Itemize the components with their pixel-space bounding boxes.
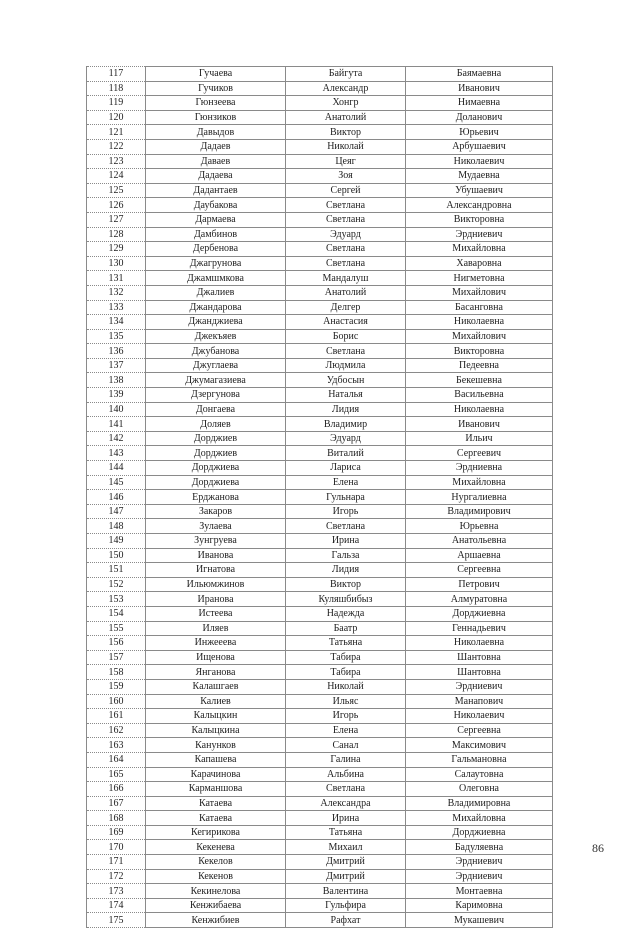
table-row <box>87 373 553 388</box>
table-row <box>87 606 553 621</box>
surname-cell: Джуглаева <box>146 358 286 373</box>
first-name-cell: Анатолий <box>286 285 406 300</box>
table-row <box>87 300 553 315</box>
table-row <box>87 139 553 154</box>
row-number-cell: 120 <box>87 110 146 125</box>
surname-cell: Иванова <box>146 548 286 563</box>
roster-body <box>87 67 553 928</box>
first-name-cell: Гальза <box>286 548 406 563</box>
row-number-cell: 162 <box>87 723 146 738</box>
row-number-cell: 153 <box>87 592 146 607</box>
first-name-cell: Санал <box>286 738 406 753</box>
patronymic-cell: Арбушаевич <box>406 139 553 154</box>
table-row <box>87 169 553 184</box>
row-number-cell: 132 <box>87 285 146 300</box>
table-row <box>87 227 553 242</box>
surname-cell: Джалиев <box>146 285 286 300</box>
table-row <box>87 431 553 446</box>
patronymic-cell: Михайловна <box>406 242 553 257</box>
surname-cell: Канунков <box>146 738 286 753</box>
table-row <box>87 563 553 578</box>
table-row <box>87 358 553 373</box>
row-number-cell: 135 <box>87 329 146 344</box>
patronymic-cell: Нигметовна <box>406 271 553 286</box>
first-name-cell: Лидия <box>286 402 406 417</box>
patronymic-cell: Геннадьевич <box>406 621 553 636</box>
patronymic-cell: Николаевич <box>406 154 553 169</box>
first-name-cell: Светлана <box>286 782 406 797</box>
patronymic-cell: Бекешевна <box>406 373 553 388</box>
surname-cell: Гучаева <box>146 67 286 82</box>
row-number-cell: 159 <box>87 679 146 694</box>
row-number-cell: 172 <box>87 869 146 884</box>
first-name-cell: Сергей <box>286 183 406 198</box>
patronymic-cell: Нургалиевна <box>406 490 553 505</box>
row-number-cell: 151 <box>87 563 146 578</box>
surname-cell: Зулаева <box>146 519 286 534</box>
surname-cell: Джубанова <box>146 344 286 359</box>
row-number-cell: 174 <box>87 898 146 913</box>
row-number-cell: 168 <box>87 811 146 826</box>
row-number-cell: 155 <box>87 621 146 636</box>
first-name-cell: Светлана <box>286 256 406 271</box>
first-name-cell: Дмитрий <box>286 855 406 870</box>
table-row <box>87 796 553 811</box>
patronymic-cell: Эрдниевич <box>406 855 553 870</box>
surname-cell: Даубакова <box>146 198 286 213</box>
patronymic-cell: Максимович <box>406 738 553 753</box>
surname-cell: Дадаев <box>146 139 286 154</box>
patronymic-cell: Дорджиевна <box>406 606 553 621</box>
first-name-cell: Светлана <box>286 242 406 257</box>
table-row <box>87 519 553 534</box>
patronymic-cell: Николаевич <box>406 709 553 724</box>
patronymic-cell: Шантовна <box>406 665 553 680</box>
surname-cell: Джагрунова <box>146 256 286 271</box>
table-row <box>87 665 553 680</box>
row-number-cell: 149 <box>87 534 146 549</box>
surname-cell: Калашгаев <box>146 679 286 694</box>
first-name-cell: Александра <box>286 796 406 811</box>
first-name-cell: Лариса <box>286 461 406 476</box>
row-number-cell: 143 <box>87 446 146 461</box>
row-number-cell: 122 <box>87 139 146 154</box>
first-name-cell: Татьяна <box>286 636 406 651</box>
row-number-cell: 131 <box>87 271 146 286</box>
patronymic-cell: Иванович <box>406 417 553 432</box>
first-name-cell: Виталий <box>286 446 406 461</box>
row-number-cell: 142 <box>87 431 146 446</box>
table-row <box>87 388 553 403</box>
surname-cell: Даваев <box>146 154 286 169</box>
surname-cell: Дадантаев <box>146 183 286 198</box>
patronymic-cell: Анатольевна <box>406 534 553 549</box>
table-row <box>87 723 553 738</box>
patronymic-cell: Сергеевич <box>406 446 553 461</box>
table-row <box>87 198 553 213</box>
row-number-cell: 144 <box>87 461 146 476</box>
table-row <box>87 913 553 928</box>
row-number-cell: 165 <box>87 767 146 782</box>
surname-cell: Карманшова <box>146 782 286 797</box>
surname-cell: Калиев <box>146 694 286 709</box>
row-number-cell: 139 <box>87 388 146 403</box>
surname-cell: Ильюмжинов <box>146 577 286 592</box>
patronymic-cell: Олеговна <box>406 782 553 797</box>
first-name-cell: Рафхат <box>286 913 406 928</box>
table-row <box>87 767 553 782</box>
row-number-cell: 167 <box>87 796 146 811</box>
first-name-cell: Игорь <box>286 504 406 519</box>
table-row <box>87 81 553 96</box>
first-name-cell: Светлана <box>286 212 406 227</box>
surname-cell: Ищенова <box>146 650 286 665</box>
surname-cell: Дорджиев <box>146 446 286 461</box>
patronymic-cell: Гальмановна <box>406 752 553 767</box>
table-row <box>87 154 553 169</box>
patronymic-cell: Каримовна <box>406 898 553 913</box>
first-name-cell: Табира <box>286 650 406 665</box>
row-number-cell: 117 <box>87 67 146 82</box>
row-number-cell: 158 <box>87 665 146 680</box>
row-number-cell: 141 <box>87 417 146 432</box>
table-row <box>87 504 553 519</box>
row-number-cell: 175 <box>87 913 146 928</box>
surname-cell: Иляев <box>146 621 286 636</box>
first-name-cell: Виктор <box>286 125 406 140</box>
patronymic-cell: Дорджиевна <box>406 825 553 840</box>
first-name-cell: Наталья <box>286 388 406 403</box>
row-number-cell: 170 <box>87 840 146 855</box>
first-name-cell: Людмила <box>286 358 406 373</box>
table-row <box>87 679 553 694</box>
patronymic-cell: Эрдниевна <box>406 461 553 476</box>
row-number-cell: 119 <box>87 96 146 111</box>
patronymic-cell: Мудаевна <box>406 169 553 184</box>
table-row <box>87 534 553 549</box>
surname-cell: Иранова <box>146 592 286 607</box>
patronymic-cell: Эрдниевич <box>406 227 553 242</box>
first-name-cell: Гульфира <box>286 898 406 913</box>
table-row <box>87 67 553 82</box>
surname-cell: Кенжибаева <box>146 898 286 913</box>
first-name-cell: Эдуард <box>286 227 406 242</box>
first-name-cell: Делгер <box>286 300 406 315</box>
table-row <box>87 271 553 286</box>
surname-cell: Дербенова <box>146 242 286 257</box>
surname-cell: Инжееева <box>146 636 286 651</box>
table-row <box>87 490 553 505</box>
table-row <box>87 825 553 840</box>
patronymic-cell: Александровна <box>406 198 553 213</box>
table-row <box>87 869 553 884</box>
first-name-cell: Надежда <box>286 606 406 621</box>
surname-cell: Карачинова <box>146 767 286 782</box>
patronymic-cell: Шантовна <box>406 650 553 665</box>
table-row <box>87 782 553 797</box>
table-row <box>87 402 553 417</box>
patronymic-cell: Васильевна <box>406 388 553 403</box>
table-row <box>87 548 553 563</box>
surname-cell: Игнатова <box>146 563 286 578</box>
first-name-cell: Светлана <box>286 519 406 534</box>
row-number-cell: 150 <box>87 548 146 563</box>
surname-cell: Зунгруева <box>146 534 286 549</box>
table-row <box>87 212 553 227</box>
first-name-cell: Лидия <box>286 563 406 578</box>
surname-cell: Джандарова <box>146 300 286 315</box>
first-name-cell: Баатр <box>286 621 406 636</box>
patronymic-cell: Николаевна <box>406 402 553 417</box>
patronymic-cell: Викторовна <box>406 212 553 227</box>
row-number-cell: 173 <box>87 884 146 899</box>
first-name-cell: Байгута <box>286 67 406 82</box>
row-number-cell: 169 <box>87 825 146 840</box>
table-row <box>87 898 553 913</box>
table-row <box>87 110 553 125</box>
table-row <box>87 256 553 271</box>
surname-cell: Дорджиев <box>146 431 286 446</box>
row-number-cell: 157 <box>87 650 146 665</box>
first-name-cell: Табира <box>286 665 406 680</box>
first-name-cell: Дмитрий <box>286 869 406 884</box>
surname-cell: Дадаева <box>146 169 286 184</box>
patronymic-cell: Михайлович <box>406 329 553 344</box>
page-number: 86 <box>592 841 604 855</box>
table-row <box>87 752 553 767</box>
table-row <box>87 475 553 490</box>
surname-cell: Гюнзиков <box>146 110 286 125</box>
surname-cell: Доляев <box>146 417 286 432</box>
surname-cell: Калыцкина <box>146 723 286 738</box>
patronymic-cell: Викторовна <box>406 344 553 359</box>
row-number-cell: 125 <box>87 183 146 198</box>
first-name-cell: Александр <box>286 81 406 96</box>
first-name-cell: Анастасия <box>286 315 406 330</box>
table-row <box>87 840 553 855</box>
first-name-cell: Куляшбибыз <box>286 592 406 607</box>
row-number-cell: 171 <box>87 855 146 870</box>
surname-cell: Дорджиева <box>146 475 286 490</box>
first-name-cell: Светлана <box>286 344 406 359</box>
table-row <box>87 329 553 344</box>
surname-cell: Кегирикова <box>146 825 286 840</box>
surname-cell: Дорджиева <box>146 461 286 476</box>
table-row <box>87 461 553 476</box>
patronymic-cell: Михайловна <box>406 811 553 826</box>
row-number-cell: 127 <box>87 212 146 227</box>
patronymic-cell: Юрьевна <box>406 519 553 534</box>
first-name-cell: Удбосын <box>286 373 406 388</box>
table-row <box>87 884 553 899</box>
row-number-cell: 123 <box>87 154 146 169</box>
patronymic-cell: Ильич <box>406 431 553 446</box>
row-number-cell: 129 <box>87 242 146 257</box>
first-name-cell: Николай <box>286 679 406 694</box>
first-name-cell: Игорь <box>286 709 406 724</box>
table-row <box>87 577 553 592</box>
surname-cell: Закаров <box>146 504 286 519</box>
patronymic-cell: Баямаевна <box>406 67 553 82</box>
first-name-cell: Елена <box>286 723 406 738</box>
patronymic-cell: Михайлович <box>406 285 553 300</box>
patronymic-cell: Сергеевна <box>406 723 553 738</box>
first-name-cell: Цеяг <box>286 154 406 169</box>
patronymic-cell: Монтаевна <box>406 884 553 899</box>
first-name-cell: Михаил <box>286 840 406 855</box>
first-name-cell: Эдуард <box>286 431 406 446</box>
first-name-cell: Владимир <box>286 417 406 432</box>
patronymic-cell: Сергеевна <box>406 563 553 578</box>
row-number-cell: 148 <box>87 519 146 534</box>
surname-cell: Джамшмкова <box>146 271 286 286</box>
table-row <box>87 855 553 870</box>
surname-cell: Катаева <box>146 811 286 826</box>
first-name-cell: Мандалуш <box>286 271 406 286</box>
patronymic-cell: Педеевна <box>406 358 553 373</box>
row-number-cell: 126 <box>87 198 146 213</box>
surname-cell: Кекинелова <box>146 884 286 899</box>
surname-cell: Джанджиева <box>146 315 286 330</box>
first-name-cell: Ильяс <box>286 694 406 709</box>
table-row <box>87 417 553 432</box>
surname-cell: Дзергунова <box>146 388 286 403</box>
table-row <box>87 621 553 636</box>
row-number-cell: 161 <box>87 709 146 724</box>
table-row <box>87 592 553 607</box>
row-number-cell: 118 <box>87 81 146 96</box>
first-name-cell: Анатолий <box>286 110 406 125</box>
surname-cell: Давыдов <box>146 125 286 140</box>
first-name-cell: Борис <box>286 329 406 344</box>
table-row <box>87 636 553 651</box>
surname-cell: Истеева <box>146 606 286 621</box>
patronymic-cell: Юрьевич <box>406 125 553 140</box>
row-number-cell: 134 <box>87 315 146 330</box>
table-row <box>87 242 553 257</box>
table-row <box>87 285 553 300</box>
table-row <box>87 125 553 140</box>
first-name-cell: Николай <box>286 139 406 154</box>
first-name-cell: Виктор <box>286 577 406 592</box>
patronymic-cell: Манапович <box>406 694 553 709</box>
first-name-cell: Галина <box>286 752 406 767</box>
row-number-cell: 137 <box>87 358 146 373</box>
patronymic-cell: Петрович <box>406 577 553 592</box>
row-number-cell: 147 <box>87 504 146 519</box>
patronymic-cell: Эрдниевич <box>406 679 553 694</box>
patronymic-cell: Иванович <box>406 81 553 96</box>
table-row <box>87 709 553 724</box>
first-name-cell: Хонгр <box>286 96 406 111</box>
first-name-cell: Татьяна <box>286 825 406 840</box>
surname-cell: Кекелов <box>146 855 286 870</box>
surname-cell: Дамбинов <box>146 227 286 242</box>
surname-cell: Янганова <box>146 665 286 680</box>
first-name-cell: Елена <box>286 475 406 490</box>
row-number-cell: 124 <box>87 169 146 184</box>
patronymic-cell: Владимировна <box>406 796 553 811</box>
row-number-cell: 163 <box>87 738 146 753</box>
surname-cell: Джекъяев <box>146 329 286 344</box>
row-number-cell: 146 <box>87 490 146 505</box>
table-row <box>87 694 553 709</box>
patronymic-cell: Михайловна <box>406 475 553 490</box>
roster-table <box>86 66 553 928</box>
table-row <box>87 96 553 111</box>
row-number-cell: 133 <box>87 300 146 315</box>
row-number-cell: 156 <box>87 636 146 651</box>
patronymic-cell: Аршаевна <box>406 548 553 563</box>
row-number-cell: 121 <box>87 125 146 140</box>
first-name-cell: Валентина <box>286 884 406 899</box>
surname-cell: Кекенов <box>146 869 286 884</box>
patronymic-cell: Николаевна <box>406 636 553 651</box>
surname-cell: Дармаева <box>146 212 286 227</box>
table-row <box>87 811 553 826</box>
table-row <box>87 650 553 665</box>
patronymic-cell: Салаутовна <box>406 767 553 782</box>
first-name-cell: Зоя <box>286 169 406 184</box>
first-name-cell: Ирина <box>286 534 406 549</box>
patronymic-cell: Мукашевич <box>406 913 553 928</box>
row-number-cell: 136 <box>87 344 146 359</box>
surname-cell: Кекенева <box>146 840 286 855</box>
patronymic-cell: Хаваровна <box>406 256 553 271</box>
table-row <box>87 344 553 359</box>
row-number-cell: 145 <box>87 475 146 490</box>
surname-cell: Катаева <box>146 796 286 811</box>
row-number-cell: 140 <box>87 402 146 417</box>
surname-cell: Гюнзеева <box>146 96 286 111</box>
patronymic-cell: Басанговна <box>406 300 553 315</box>
patronymic-cell: Убушаевич <box>406 183 553 198</box>
patronymic-cell: Николаевна <box>406 315 553 330</box>
first-name-cell: Гульнара <box>286 490 406 505</box>
row-number-cell: 164 <box>87 752 146 767</box>
first-name-cell: Альбина <box>286 767 406 782</box>
patronymic-cell: Алмуратовна <box>406 592 553 607</box>
row-number-cell: 166 <box>87 782 146 797</box>
first-name-cell: Ирина <box>286 811 406 826</box>
patronymic-cell: Бадуляевна <box>406 840 553 855</box>
table-row <box>87 738 553 753</box>
surname-cell: Джумагазиева <box>146 373 286 388</box>
row-number-cell: 152 <box>87 577 146 592</box>
row-number-cell: 138 <box>87 373 146 388</box>
row-number-cell: 130 <box>87 256 146 271</box>
surname-cell: Донгаева <box>146 402 286 417</box>
row-number-cell: 128 <box>87 227 146 242</box>
table-row <box>87 446 553 461</box>
table-row <box>87 183 553 198</box>
patronymic-cell: Нимаевна <box>406 96 553 111</box>
table-row <box>87 315 553 330</box>
first-name-cell: Светлана <box>286 198 406 213</box>
surname-cell: Гучиков <box>146 81 286 96</box>
surname-cell: Ерджанова <box>146 490 286 505</box>
patronymic-cell: Доланович <box>406 110 553 125</box>
surname-cell: Капашева <box>146 752 286 767</box>
surname-cell: Калыцкин <box>146 709 286 724</box>
patronymic-cell: Эрдниевич <box>406 869 553 884</box>
row-number-cell: 154 <box>87 606 146 621</box>
patronymic-cell: Владимирович <box>406 504 553 519</box>
row-number-cell: 160 <box>87 694 146 709</box>
surname-cell: Кенжибиев <box>146 913 286 928</box>
